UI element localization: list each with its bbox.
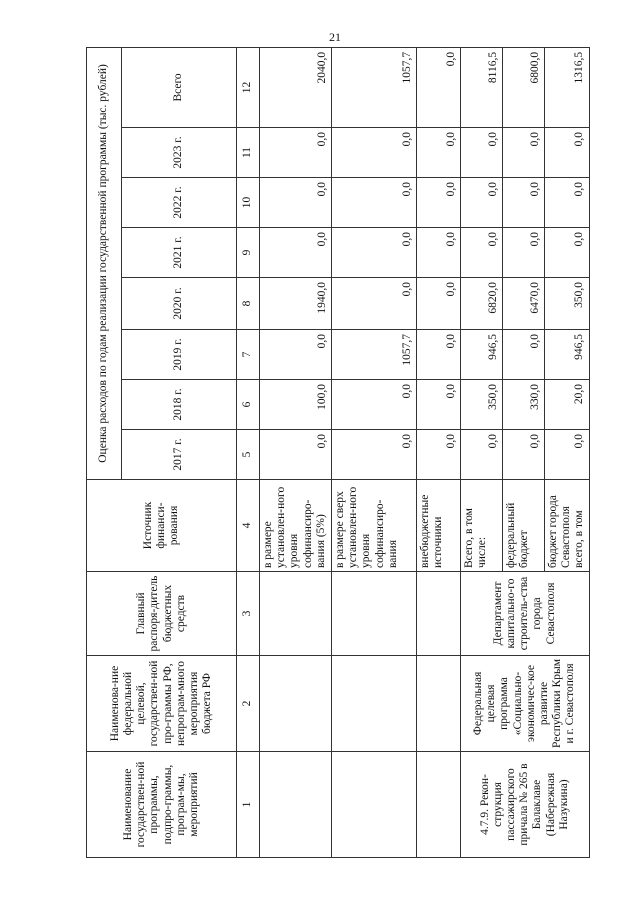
value-cell: 20,0 <box>545 380 590 430</box>
header-year: 2019 г. <box>122 330 237 380</box>
value-cell: 0,0 <box>545 178 590 228</box>
value-cell: 0,0 <box>503 228 545 278</box>
empty-cell <box>332 572 417 656</box>
value-cell: 0,0 <box>417 430 461 480</box>
header-row-group <box>87 47 122 857</box>
value-cell: 1057,7 <box>332 330 417 380</box>
value-cell: 0,0 <box>545 128 590 178</box>
value-cell: 350,0 <box>545 278 590 330</box>
federal-program-cell: Федеральная целевая программа «Социально-экономичес-кое развитие Республики Крым и г. Севастополя <box>461 656 590 752</box>
value-cell: 0,0 <box>503 178 545 228</box>
empty-cell <box>260 572 332 656</box>
value-cell: 330,0 <box>503 380 545 430</box>
value-cell: 6820,0 <box>461 278 503 330</box>
funding-source-cell: федеральный бюджет <box>503 480 545 572</box>
header-funding-source: Источник финанси-рования <box>87 480 237 572</box>
header-budget-manager: Главный распоря-дитель бюджетных средств <box>87 572 237 656</box>
value-cell: 0,0 <box>461 228 503 278</box>
value-cell: 0,0 <box>417 128 461 178</box>
header-year: 2021 г. <box>122 228 237 278</box>
column-number: 8 <box>237 278 260 330</box>
value-cell: 0,0 <box>332 228 417 278</box>
column-number: 5 <box>237 430 260 480</box>
activity-name-cell: 4.7.9. Рекон-струкция пассажирского причала № 265 в Балаклаве (Набережная Назукина) <box>461 752 590 858</box>
header-year: 2017 г. <box>122 430 237 480</box>
header-total: Всего <box>122 47 237 127</box>
value-cell: 0,0 <box>417 178 461 228</box>
column-number: 1 <box>237 752 260 858</box>
header-year: 2023 г. <box>122 128 237 178</box>
value-cell: 0,0 <box>332 380 417 430</box>
value-cell: 0,0 <box>332 128 417 178</box>
value-cell: 2040,0 <box>260 47 332 127</box>
table-row <box>417 47 461 857</box>
value-cell: 1316,5 <box>545 47 590 127</box>
empty-cell <box>332 656 417 752</box>
budget-manager-cell: Департамент капитально-го строитель-ства города Севастополя <box>461 572 590 656</box>
column-number: 6 <box>237 380 260 430</box>
budget-table-frame <box>86 51 586 858</box>
value-cell: 0,0 <box>417 228 461 278</box>
funding-source-cell: внебюджетные источники <box>417 480 461 572</box>
value-cell: 0,0 <box>260 178 332 228</box>
header-federal-program: Наименова-ние федеральной целевой, государствен-ной про-граммы РФ, непрограм-много мероприятия бюджета РФ <box>87 656 237 752</box>
empty-cell <box>417 752 461 858</box>
value-cell: 0,0 <box>417 47 461 127</box>
header-estimate-group: Оценка расходов по годам реализации государственной программы (тыс. рублей) <box>87 47 122 479</box>
value-cell: 0,0 <box>461 178 503 228</box>
value-cell: 350,0 <box>461 380 503 430</box>
value-cell: 6800,0 <box>503 47 545 127</box>
table-row <box>461 47 503 857</box>
funding-source-cell: в размере сверх установлен-ного уровня софинансиро-вания <box>332 480 417 572</box>
table-row <box>260 47 332 857</box>
value-cell: 0,0 <box>260 228 332 278</box>
table-row <box>332 47 417 857</box>
value-cell: 0,0 <box>417 330 461 380</box>
value-cell: 8116,5 <box>461 47 503 127</box>
value-cell: 100,0 <box>260 380 332 430</box>
header-year: 2022 г. <box>122 178 237 228</box>
value-cell: 0,0 <box>503 330 545 380</box>
page-number: 21 <box>329 30 341 44</box>
value-cell: 946,5 <box>545 330 590 380</box>
column-number: 7 <box>237 330 260 380</box>
column-number: 4 <box>237 480 260 572</box>
budget-table <box>86 47 590 858</box>
value-cell: 0,0 <box>503 430 545 480</box>
empty-cell <box>260 752 332 858</box>
header-year: 2020 г. <box>122 278 237 330</box>
value-cell: 0,0 <box>417 278 461 330</box>
value-cell: 0,0 <box>332 278 417 330</box>
empty-cell <box>417 572 461 656</box>
header-program-name: Наименование государствен-ной программы, подпро-граммы, програм-мы, мероприятий <box>87 752 237 858</box>
value-cell: 0,0 <box>503 128 545 178</box>
header-year: 2018 г. <box>122 380 237 430</box>
column-number: 3 <box>237 572 260 656</box>
value-cell: 0,0 <box>545 430 590 480</box>
empty-cell <box>332 752 417 858</box>
column-number-row <box>237 47 260 857</box>
value-cell: 1940,0 <box>260 278 332 330</box>
value-cell: 0,0 <box>545 228 590 278</box>
column-number: 9 <box>237 228 260 278</box>
column-number: 11 <box>237 128 260 178</box>
value-cell: 0,0 <box>260 128 332 178</box>
empty-cell <box>417 656 461 752</box>
funding-source-cell: в размере установлен-ного уровня софинансиро-вания (5%) <box>260 480 332 572</box>
value-cell: 0,0 <box>260 430 332 480</box>
value-cell: 1057,7 <box>332 47 417 127</box>
funding-source-cell: Всего, в том числе: <box>461 480 503 572</box>
value-cell: 0,0 <box>461 128 503 178</box>
value-cell: 946,5 <box>461 330 503 380</box>
value-cell: 0,0 <box>417 380 461 430</box>
value-cell: 6470,0 <box>503 278 545 330</box>
value-cell: 0,0 <box>332 430 417 480</box>
empty-cell <box>260 656 332 752</box>
column-number: 10 <box>237 178 260 228</box>
value-cell: 0,0 <box>260 330 332 380</box>
column-number: 12 <box>237 47 260 127</box>
value-cell: 0,0 <box>461 430 503 480</box>
funding-source-cell: бюджет города Севастополя всего, в том <box>545 480 590 572</box>
column-number: 2 <box>237 656 260 752</box>
value-cell: 0,0 <box>332 178 417 228</box>
